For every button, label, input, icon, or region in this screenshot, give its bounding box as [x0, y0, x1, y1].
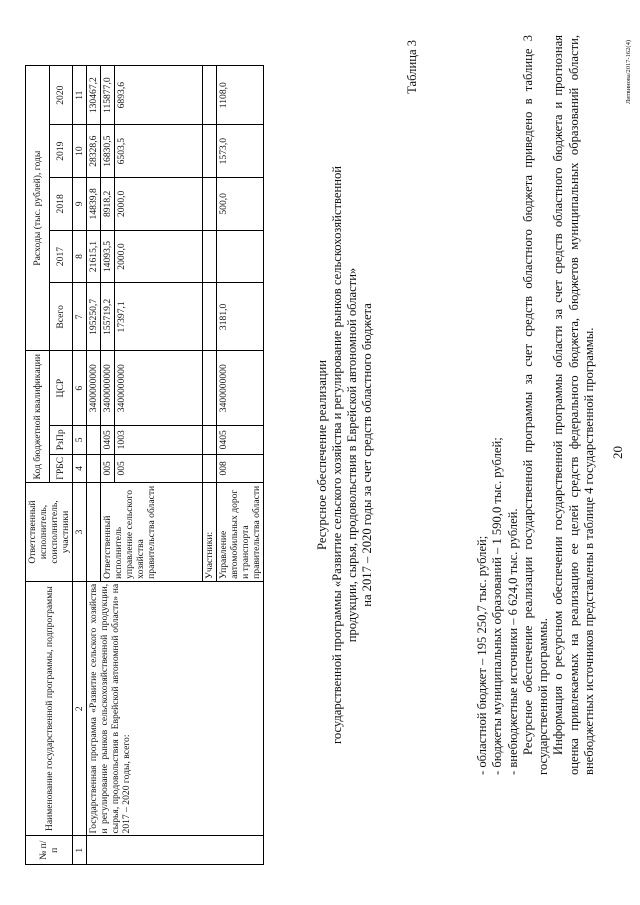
page-number: 20	[610, 446, 625, 459]
header-2019: 2019	[49, 125, 73, 178]
y2017-cell: 14093,5	[101, 230, 115, 283]
y2017-cell	[217, 230, 264, 283]
csr-cell	[203, 351, 217, 426]
header-expenses: Расходы (тыс. рублей), годы	[26, 66, 50, 351]
y2017-cell: 21615,1	[87, 230, 101, 283]
budget-table	[25, 65, 264, 865]
y2018-cell: 8918,2	[101, 178, 115, 231]
table-label: Таблица 3	[405, 40, 419, 94]
responsible-cell: Управление автомобильных дорог и транспорта правительства области	[217, 483, 264, 582]
total-cell	[203, 283, 217, 351]
col-number: 5	[73, 426, 87, 455]
table-row	[87, 66, 101, 865]
y2018-cell: 500,0	[217, 178, 264, 231]
col-number: 8	[73, 230, 87, 283]
row-number-cell	[87, 836, 264, 865]
paragraph-resource: Ресурсное обеспечение реализации государственной программы за счет средств областного бюджета приведено в таблице 3 государственной программы.	[520, 35, 551, 775]
budget-line-municipal: - бюджеты муниципальных образований – 1 590,0 тыс. рублей;	[490, 437, 505, 775]
total-cell: 195250,7	[87, 283, 101, 351]
y2018-cell	[203, 178, 217, 231]
col-number: 1	[73, 836, 87, 865]
header-num: № п/п	[26, 836, 73, 865]
responsible-cell	[87, 483, 101, 582]
total-cell: 17397,1	[115, 283, 203, 351]
header-2017: 2017	[49, 230, 73, 283]
col-number: 3	[73, 483, 87, 582]
participants-label: Участники:	[203, 483, 217, 582]
total-cell: 3181,0	[217, 283, 264, 351]
header-rzpr: РзПр	[49, 426, 73, 455]
csr-cell: 3400000000	[101, 351, 115, 426]
col-number: 7	[73, 283, 87, 351]
y2017-cell: 2000,0	[115, 230, 203, 283]
y2019-cell	[203, 125, 217, 178]
budget-line-extrabudget: - внебюджетные источники – 6 624,0 тыс. рублей.	[505, 508, 520, 775]
column-number-row	[73, 66, 87, 865]
intro-text	[475, 35, 597, 775]
header-budget-code: Код бюджетной квалификации	[26, 351, 50, 483]
y2020-cell: 1108,0	[217, 66, 264, 125]
y2019-cell: 28328,6	[87, 125, 101, 178]
y2017-cell	[203, 230, 217, 283]
y2020-cell	[203, 66, 217, 125]
csr-cell: 3400000000	[115, 351, 203, 426]
col-number: 9	[73, 178, 87, 231]
rzpr-cell	[203, 426, 217, 455]
col-number: 11	[73, 66, 87, 125]
csr-cell: 3400000000	[87, 351, 101, 426]
y2020-cell: 6893,6	[115, 66, 203, 125]
rzpr-cell: 0405	[217, 426, 264, 455]
csr-cell: 3400000000	[217, 351, 264, 426]
title-line-1: Ресурсное обеспечение реализации	[315, 360, 329, 551]
y2019-cell: 6503,5	[115, 125, 203, 178]
col-number: 6	[73, 351, 87, 426]
header-total: Всего	[49, 283, 73, 351]
footer-code: Литвинова/2017-162(4)	[625, 40, 632, 105]
y2019-cell: 1573,0	[217, 125, 264, 178]
y2020-cell: 130467,2	[87, 66, 101, 125]
paragraph-information: Информация о ресурсном обеспечении государственной программы области за счет средств областного бюджета и прогнозная оценка привлекаемых на реализацию ее целей средств федерального бюджета, бюджетов муниципальных образований области, внебюджетных источников представлены в таблице 4 государственной программы.	[551, 35, 597, 775]
table-title	[315, 105, 375, 805]
col-number: 10	[73, 125, 87, 178]
header-name: Наименование государственной программы, подпрограммы	[26, 581, 73, 836]
budget-line-regional: - областной бюджет – 195 250,7 тыс. рублей;	[475, 535, 489, 775]
title-line-2: государственной программы «Развитие сельского хозяйства и регулирование рынков сельскохозяйственной	[330, 166, 344, 744]
y2019-cell: 16830,5	[101, 125, 115, 178]
header-grbs: ГРБС	[49, 454, 73, 483]
header-csr: ЦСР	[49, 351, 73, 426]
rzpr-cell: 1003	[115, 426, 203, 455]
rzpr-cell	[87, 426, 101, 455]
program-name-cell: Государственная программа «Развитие сельского хозяйства и регулирование рынков сельскохозяйственной продукции, сырья, продовольствия в Еврейской автономной области» на 2017 – 2020 годы, всего:	[87, 581, 264, 836]
grbs-cell: 005	[115, 454, 203, 483]
header-responsible: Ответственный исполнитель, соисполнитель, участники	[26, 483, 73, 582]
title-line-3: продукции, сырья, продовольствия в Еврейской автономной области»	[345, 267, 359, 643]
grbs-cell	[87, 454, 101, 483]
responsible-cell: Ответственный исполнитель управление сельского хозяйства правительства области	[101, 483, 203, 582]
grbs-cell: 008	[217, 454, 264, 483]
total-cell: 155719,2	[101, 283, 115, 351]
col-number: 4	[73, 454, 87, 483]
grbs-cell: 005	[101, 454, 115, 483]
rzpr-cell: 0405	[101, 426, 115, 455]
y2018-cell: 14839,8	[87, 178, 101, 231]
grbs-cell	[203, 454, 217, 483]
y2020-cell: 115877,0	[101, 66, 115, 125]
header-2018: 2018	[49, 178, 73, 231]
header-2020: 2020	[49, 66, 73, 125]
col-number: 2	[73, 581, 87, 836]
title-line-4: на 2017 – 2020 годы за счет средств областного бюджета	[360, 303, 374, 607]
y2018-cell: 2000,0	[115, 178, 203, 231]
